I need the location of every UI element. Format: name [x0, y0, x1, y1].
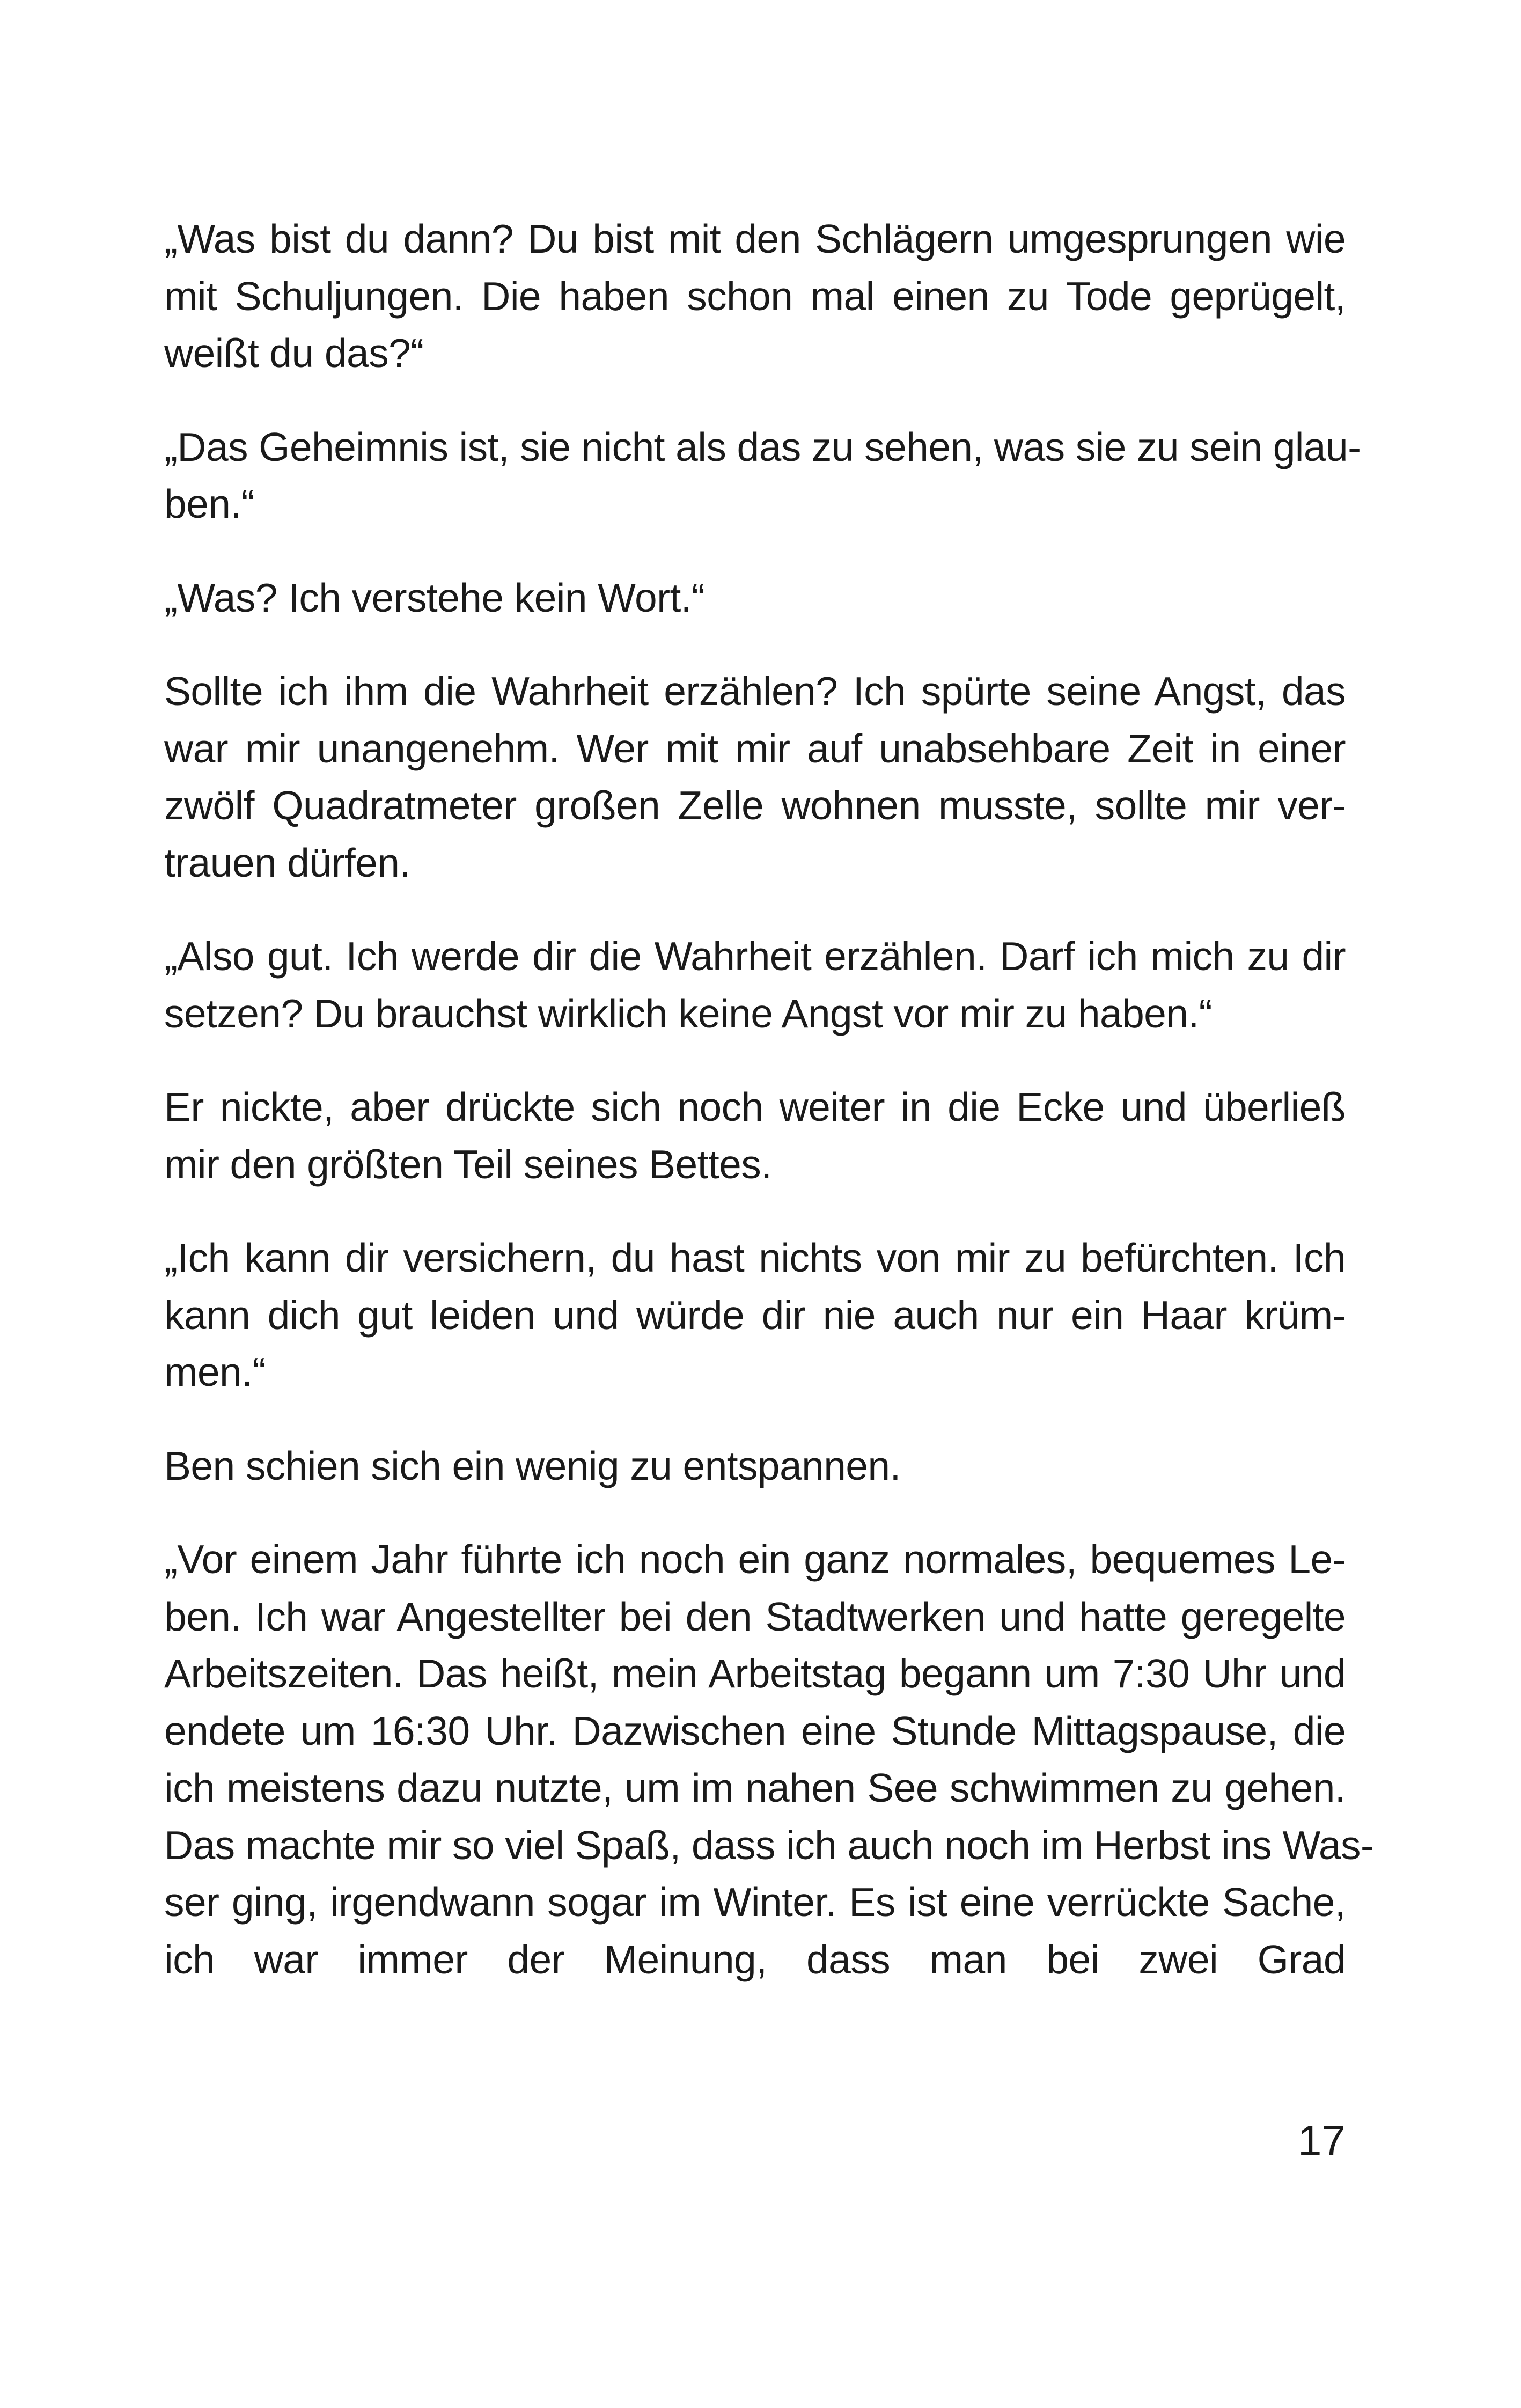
text-line: ich meistens dazu nutzte, um im nahen See schwimmen zu gehen.	[164, 1765, 1346, 1810]
text-line: Ben schien sich ein wenig zu entspannen.	[164, 1443, 901, 1488]
paragraph	[164, 210, 1346, 382]
body-text	[164, 210, 1374, 2024]
paragraph	[164, 928, 1346, 1042]
text-line: mit Schuljungen. Die haben schon mal einen zu Tode geprügelt,	[164, 273, 1346, 319]
text-line: zwölf Quadratmeter großen Zelle wohnen musste, sollte mir ver-	[164, 783, 1346, 828]
text-line: mir den größten Teil seines Bettes.	[164, 1141, 772, 1187]
text-line: „Das Geheimnis ist, sie nicht als das zu sehen, was sie zu sein glau-	[164, 424, 1361, 469]
text-line: Arbeitszeiten. Das heißt, mein Arbeitstag begann um 7:30 Uhr und	[164, 1651, 1346, 1696]
text-line: trauen dürfen.	[164, 840, 410, 885]
text-line: men.“	[164, 1349, 266, 1394]
text-line: ben.“	[164, 481, 254, 526]
paragraph	[164, 1229, 1346, 1401]
text-line: war mir unangenehm. Wer mit mir auf unabsehbare Zeit in einer	[164, 725, 1346, 771]
paragraph	[164, 569, 1346, 627]
page-number: 17	[1298, 2117, 1346, 2164]
paragraph	[164, 663, 1346, 891]
text-line: „Was bist du dann? Du bist mit den Schlägern umgesprungen wie	[164, 216, 1346, 261]
text-line: Sollte ich ihm die Wahrheit erzählen? Ich spürte seine Angst, das	[164, 669, 1346, 714]
text-line: weißt du das?“	[164, 331, 424, 376]
paragraph	[164, 1437, 1346, 1495]
text-line: ich war immer der Meinung, dass man bei zwei Grad	[164, 1936, 1346, 1982]
text-line: „Also gut. Ich werde dir die Wahrheit erzählen. Darf ich mich zu dir	[164, 934, 1346, 979]
text-line: „Was? Ich verstehe kein Wort.“	[164, 575, 705, 620]
paragraph	[164, 1078, 1346, 1193]
text-line: endete um 16:30 Uhr. Dazwischen eine Stunde Mittagspause, die	[164, 1708, 1346, 1753]
text-line: ben. Ich war Angestellter bei den Stadtwerken und hatte geregelte	[164, 1594, 1346, 1639]
paragraph	[164, 419, 1361, 533]
text-line: Er nickte, aber drückte sich noch weiter in die Ecke und überließ	[164, 1084, 1346, 1129]
text-line: setzen? Du brauchst wirklich keine Angst vor mir zu haben.“	[164, 990, 1213, 1036]
text-line: Das machte mir so viel Spaß, dass ich auch noch im Herbst ins Was-	[164, 1822, 1374, 1868]
text-line: kann dich gut leiden und würde dir nie auch nur ein Haar krüm-	[164, 1292, 1346, 1338]
paragraph	[164, 1531, 1374, 1988]
text-line: „Vor einem Jahr führte ich noch ein ganz normales, bequemes Le-	[164, 1537, 1346, 1582]
text-line: „Ich kann dir versichern, du hast nichts von mir zu befürchten. Ich	[164, 1235, 1346, 1280]
text-line: ser ging, irgendwann sogar im Winter. Es ist eine verrückte Sache,	[164, 1880, 1346, 1925]
